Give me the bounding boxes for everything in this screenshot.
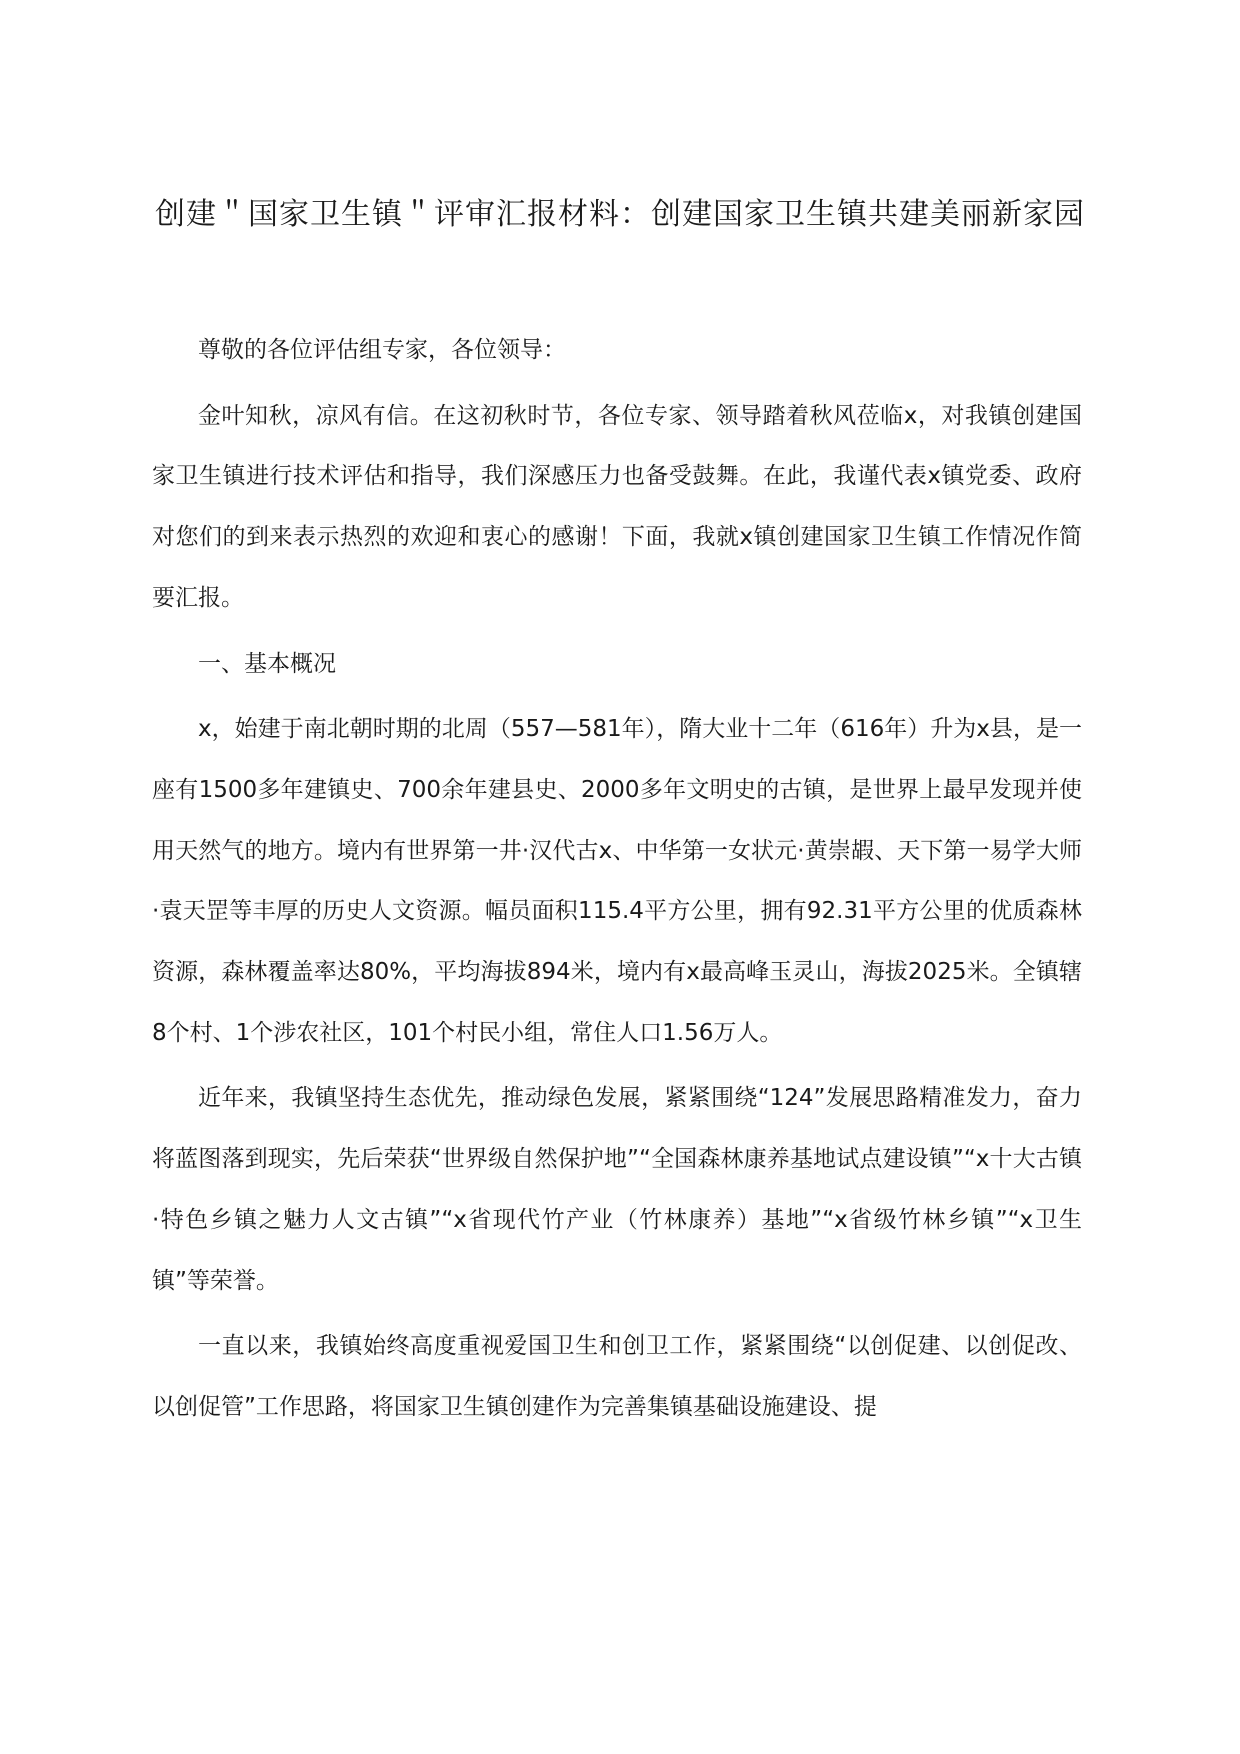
- document-body: [152, 320, 1082, 1443]
- work-paragraph: 一直以来，我镇始终高度重视爱国卫生和创卫工作，紧紧围绕“以创促建、以创促改、以创促管”工作思路，将国家卫生镇创建作为完善集镇基础设施建设、提: [152, 1333, 1082, 1420]
- document-title: 创建＂国家卫生镇＂评审汇报材料：创建国家卫生镇共建美丽新家园: [155, 197, 1085, 232]
- overview-paragraph: x，始建于南北朝时期的北周（557—581年），隋大业十二年（616年）升为x县，是一座有1500多年建镇史、700余年建县史、2000多年文明史的古镇，是世界上最早发现并使用天然气的地方。境内有世界第一井·汉代古x、中华第一女状元·黄崇嘏、天下第一易学大师·袁天罡等丰厚的历史人文资源。幅员面积115.4平方公里，拥有92.31平方公里的优质森林资源，森林覆盖率达80%，平均海拔894米，境内有x最高峰玉灵山，海拔2025米。全镇辖8个村、1个涉农社区，101个村民小组，常住人口1.56万人。: [152, 716, 1082, 1046]
- honors-paragraph: 近年来，我镇坚持生态优先，推动绿色发展，紧紧围绕“124”发展思路精准发力，奋力将蓝图落到现实，先后荣获“世界级自然保护地”“全国森林康养基地试点建设镇”“x十大古镇·特色乡镇之魅力人文古镇”“x省现代竹产业（竹林康养）基地”“x省级竹林乡镇”“x卫生镇”等荣誉。: [152, 1085, 1082, 1294]
- opening-paragraph: 金叶知秋，凉风有信。在这初秋时节，各位专家、领导踏着秋风莅临x，对我镇创建国家卫生镇进行技术评估和指导，我们深感压力也备受鼓舞。在此，我谨代表x镇党委、政府对您们的到来表示热烈的欢迎和衷心的感谢！下面，我就x镇创建国家卫生镇工作情况作简要汇报。: [152, 402, 1082, 611]
- salutation-paragraph: 尊敬的各位评估组专家，各位领导：: [198, 337, 566, 363]
- section-heading: 一、基本概况: [198, 650, 336, 677]
